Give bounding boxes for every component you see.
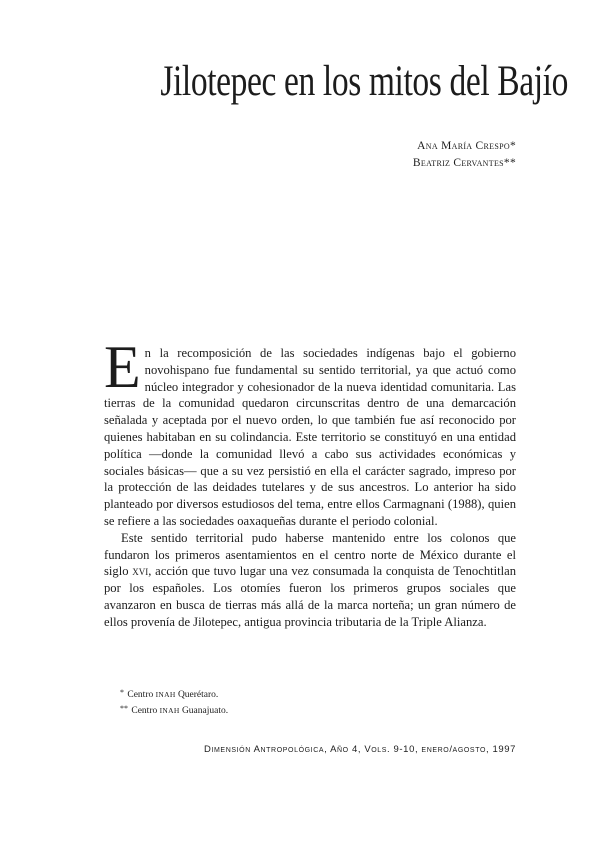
- century-numeral: xvi: [132, 564, 149, 579]
- author-1: [260, 138, 516, 155]
- author-name: Ana María Crespo: [417, 140, 510, 152]
- footnote-1: [120, 686, 420, 702]
- footnote-place: Guanajuato.: [181, 706, 229, 716]
- footnote-institution: INAH: [159, 706, 180, 715]
- paragraph-1: [104, 334, 516, 530]
- article-body: [104, 334, 516, 631]
- footnote-2: [120, 702, 420, 718]
- journal-footer: Dimensión Antropológica, Año 4, Vols. 9-10, enero/agosto, 1997: [204, 744, 516, 755]
- footnotes: [120, 686, 420, 718]
- author-name: Beatriz Cervantes: [412, 157, 504, 169]
- footnote-prefix: Centro: [131, 706, 158, 716]
- author-2: [260, 155, 516, 172]
- footnote-mark: **: [120, 704, 128, 713]
- author-list: [260, 138, 516, 172]
- footnote-mark: *: [120, 688, 124, 697]
- paragraph-2-text: Este sentido territorial pudo haberse mantenido entre los colonos que fundaron los primeros asentamientos en el centro norte de México durante el siglo: [104, 530, 516, 579]
- article-title: Jilotepec en los mitos del Bajío: [160, 58, 568, 105]
- author-footnote-mark: **: [503, 157, 516, 169]
- footnote-prefix: Centro: [127, 690, 154, 700]
- footnote-place: Querétaro.: [177, 690, 219, 700]
- author-footnote-mark: *: [509, 140, 516, 152]
- drop-cap: E: [104, 334, 141, 400]
- paragraph-1-text: n la recomposición de las sociedades indígenas bajo el gobierno novohispano fue fundamental su sentido territorial, ya que actuó como núcleo integrador y cohesionador de la nueva identidad comunitaria. Las tierras de la comunidad quedaron circunscritas dentro de una demarcación señalada y aceptada por el nuevo orden, lo que también fue así reconocido por quienes habitaban en su colindancia. Este territorio se constituyó en una entidad política —donde la comunidad llevó a cabo sus actividades económicas y sociales básicas— que a su vez persistió en ella el carácter sagrado, impreso por la protección de las deidades tutelares y de sus ancestros. Lo anterior ha sido planteado por diversos estudiosos del tema, entre ellos Carmagnani (1988), quien se refiere a las sociedades oaxaqueñas durante el periodo colonial.: [104, 346, 516, 528]
- footnote-institution: INAH: [155, 690, 176, 699]
- paragraph-2-text-end: , acción que tuvo lugar una vez consumada la conquista de Tenochtitlan por los españoles. Los otomíes fueron los primeros grupos sociales que avanzaron en busca de tierras más allá de la marca norteña; un gran número de ellos provenía de Jilotepec, antigua provincia tributaria de la Triple Alianza.: [104, 564, 516, 629]
- paragraph-2: [104, 530, 516, 631]
